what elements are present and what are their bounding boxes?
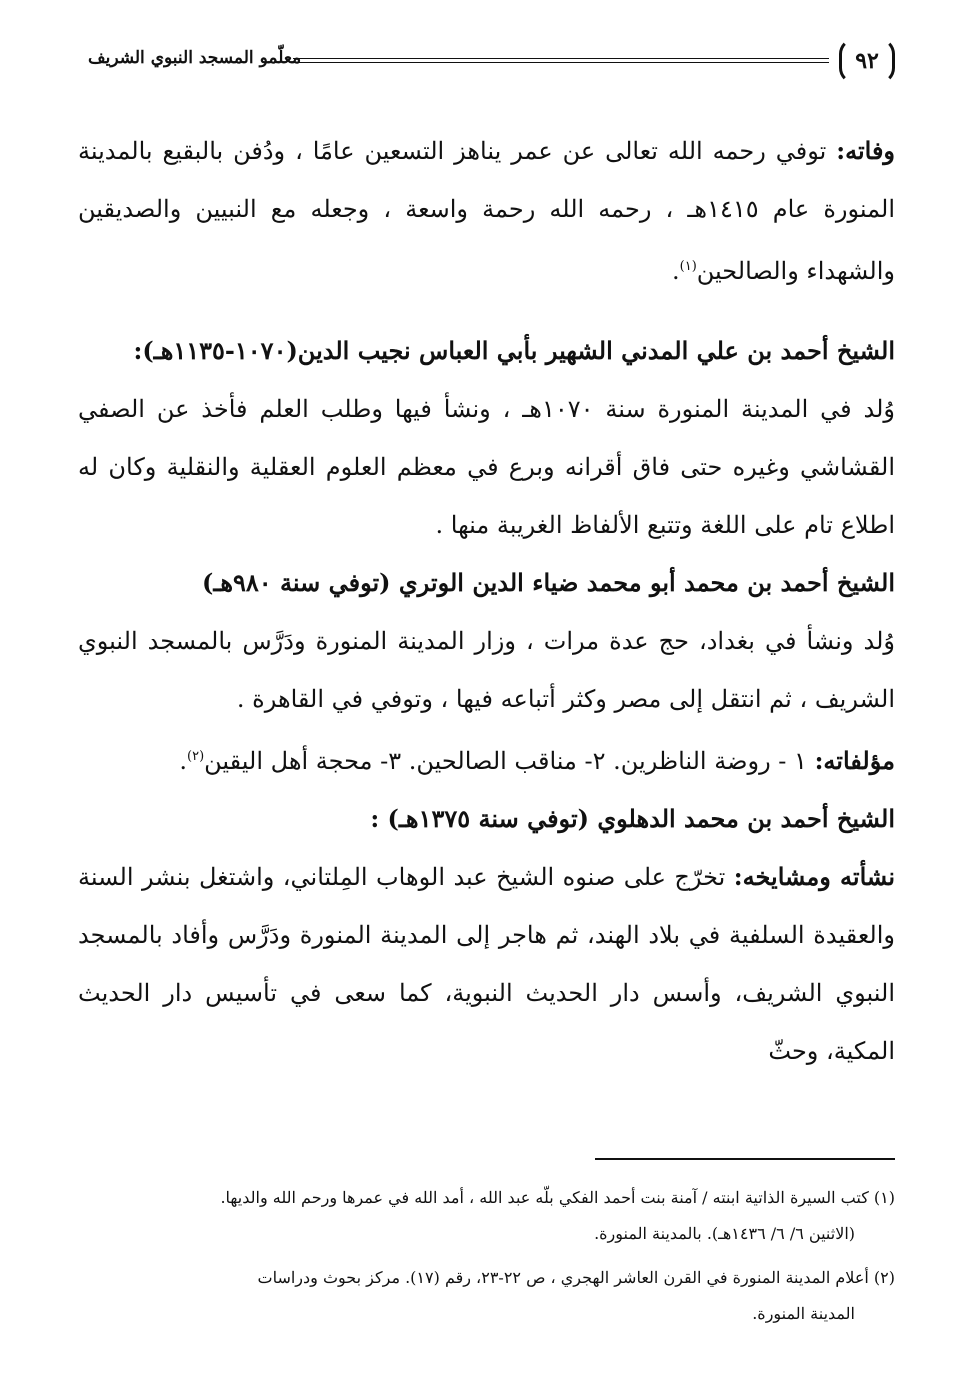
heading-ahmad-dehlawi: الشيخ أحمد بن محمد الدهلوي (توفي سنة ١٣٧٥هـ) : [370, 804, 895, 833]
footnotes [78, 1180, 895, 1332]
paragraph-death [78, 122, 895, 300]
footnote-ref-1[interactable]: (١) [679, 259, 697, 274]
footnote-2-line-2: المدينة المنورة. [752, 1304, 855, 1323]
works-text: ١ - روضة الناظرين. ٢- مناقب الصالحين. ٣- محجة أهل اليقين [204, 747, 815, 775]
lead-upbringing: نشأته ومشايخه: [733, 862, 895, 891]
upbringing-text: تخرّج على صنوه الشيخ عبد الوهاب المِلتاني، واشتغل بنشر السنة والعقيدة السلفية في بلاد الهند، ثم هاجر إلى المدينة المنورة ودَرَّس وأفاد بالمسجد النبوي الشريف، وأسس دار الحديث النبوية، كما سعى في تأسيس دار الحديث المكية، وحثّ [78, 863, 895, 1065]
footnote-ref-2[interactable]: (٢) [187, 749, 205, 764]
death-end: . [671, 257, 680, 285]
footnote-2 [78, 1260, 895, 1332]
heading-ahmad-witri: الشيخ أحمد بن محمد أبو محمد ضياء الدين الوتري (توفي سنة ٩٨٠هـ) [201, 568, 895, 597]
works-end: . [179, 747, 188, 775]
page-number: ٩٢ [839, 38, 895, 84]
running-title: معلّمو المسجد النبوي الشريف [88, 48, 302, 68]
footnote-1-line-2: (الاثنين ٦/ ٦/ ١٤٣٦هـ). بالمدينة المنورة. [594, 1224, 855, 1243]
footnote-1-line-1: (١) كتب السيرة الذاتية ابنته / آمنة بنت أحمد الفكي بلّه عبد الله ، أمد الله في عمرها ورحم الله والديها. [220, 1188, 895, 1207]
lead-works: مؤلفاته: [814, 746, 895, 775]
lead-death: وفاته: [836, 136, 896, 165]
death-text: توفي رحمه الله تعالى عن عمر يناهز التسعين عامًا ، ودُفن بالبقيع بالمدينة المنورة عام ١٤١٥هـ ، رحمه الله رحمة واسعة ، وجعله مع النبيين والصديقين والشهداء والصالحين [78, 137, 895, 285]
footnote-separator [595, 1158, 895, 1160]
paragraph-ahmad-witri: وُلد ونشأ في بغداد، حج عدة مرات ، وزار المدينة المنورة ودَرَّس بالمسجد النبوي الشريف ، ثم انتقل إلى مصر وكثر أتباعه فيها ، وتوفي في القاهرة . [78, 627, 896, 713]
paragraph-ahmad-madani: وُلد في المدينة المنورة سنة ١٠٧٠هـ ، ونشأ فيها وطلب العلم فأخذ عن الصفي القشاشي وغيره حتى فاق أقرانه وبرع في معظم العلوم العقلية والنقلية وكان له اطلاع تام على اللغة وتتبع الألفاظ الغريبة منها . [78, 395, 895, 539]
footnote-1 [78, 1180, 895, 1252]
paragraph-works [78, 728, 895, 790]
footnote-2-line-1: (٢) أعلام المدينة المنورة في القرن العاشر الهجري ، ص ٢٢-٢٣، رقم (١٧). مركز بحوث ودراسات [257, 1268, 895, 1287]
main-text [78, 122, 895, 1080]
heading-ahmad-madani: الشيخ أحمد بن علي المدني الشهير بأبي العباس نجيب الدين(١٠٧٠-١١٣٥هـ): [133, 336, 895, 365]
paragraph-upbringing [78, 848, 895, 1080]
page-header [88, 38, 895, 88]
header-rule [293, 58, 829, 63]
